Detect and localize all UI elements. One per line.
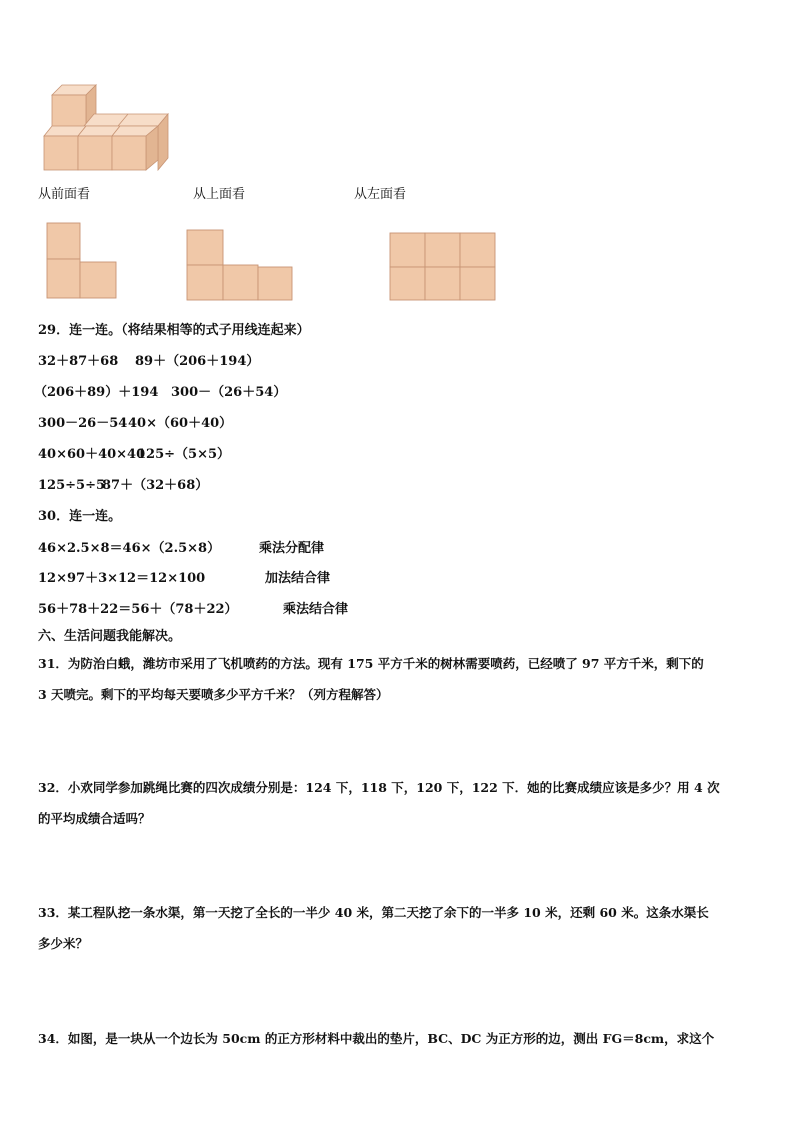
- q29-row-1-right: 89＋（206＋194）: [135, 354, 260, 369]
- q30-row-3-right: 乘法结合律: [283, 602, 349, 617]
- q29-row-1-left: 32＋87＋68: [38, 354, 119, 369]
- q29-row-5-right: 87＋（32＋68）: [102, 478, 209, 493]
- q29-row-4-right: 125÷（5×5）: [137, 447, 231, 462]
- cube-bottom-row: [44, 126, 158, 170]
- section-6-title: 六、生活问题我能解决。: [38, 629, 182, 644]
- q30-row-1-right: 乘法分配律: [259, 541, 325, 556]
- q29-row-3-left: 300－26－54: [38, 416, 128, 431]
- q30-row-1-left: 46×2.5×8＝46×（2.5×8）: [38, 541, 221, 556]
- left-view-label: 从左面看: [354, 187, 407, 202]
- q29-row-4-left: 40×60＋40×40: [38, 447, 146, 462]
- top-view-figure: [186, 229, 294, 302]
- q33-line-1: 33．某工程队挖一条水渠，第一天挖了全长的一半少 40 米，第二天挖了余下的一半多 10 米，还剩 60 米。这条水渠长: [38, 905, 709, 920]
- front-view-label: 从前面看: [38, 187, 91, 202]
- q30-title: 30．连一连。: [38, 509, 122, 524]
- q29-row-2-right: 300－（26＋54）: [171, 385, 287, 400]
- q30-row-3-left: 56＋78＋22＝56＋（78＋22）: [38, 602, 238, 617]
- q30-row-2-right: 加法结合律: [265, 571, 331, 586]
- cube-stack-figure: [38, 78, 178, 174]
- left-view-figure: [389, 232, 497, 302]
- front-view-figure: [46, 222, 118, 300]
- q29-row-3-right: 40×（60＋40）: [128, 416, 233, 431]
- q30-row-2-left: 12×97＋3×12＝12×100: [38, 571, 206, 586]
- q32-line-2: 的平均成绩合适吗？: [38, 811, 151, 826]
- q34-line-1: 34．如图，是一块从一个边长为 50cm 的正方形材料中裁出的垫片，BC、DC 为正方形的边，测出 FG＝8cm，求这个: [38, 1031, 715, 1046]
- top-view-label: 从上面看: [193, 187, 246, 202]
- q29-row-2-left: （206＋89）＋194: [34, 385, 159, 400]
- q29-title: 29．连一连。（将结果相等的式子用线连起来）: [38, 323, 310, 338]
- q29-row-5-left: 125÷5÷5: [38, 478, 106, 493]
- q33-line-2: 多少米？: [38, 936, 89, 951]
- q31-line-2: 3 天喷完。剩下的平均每天要喷多少平方千米？（列方程解答）: [38, 687, 389, 702]
- q32-line-1: 32．小欢同学参加跳绳比赛的四次成绩分别是：124 下，118 下，120 下，122 下．她的比赛成绩应该是多少？用 4 次: [38, 780, 720, 795]
- q31-line-1: 31．为防治白蛾，潍坊市采用了飞机喷药的方法。现有 175 平方千米的树林需要喷药，已经喷了 97 平方千米，剩下的: [38, 656, 704, 671]
